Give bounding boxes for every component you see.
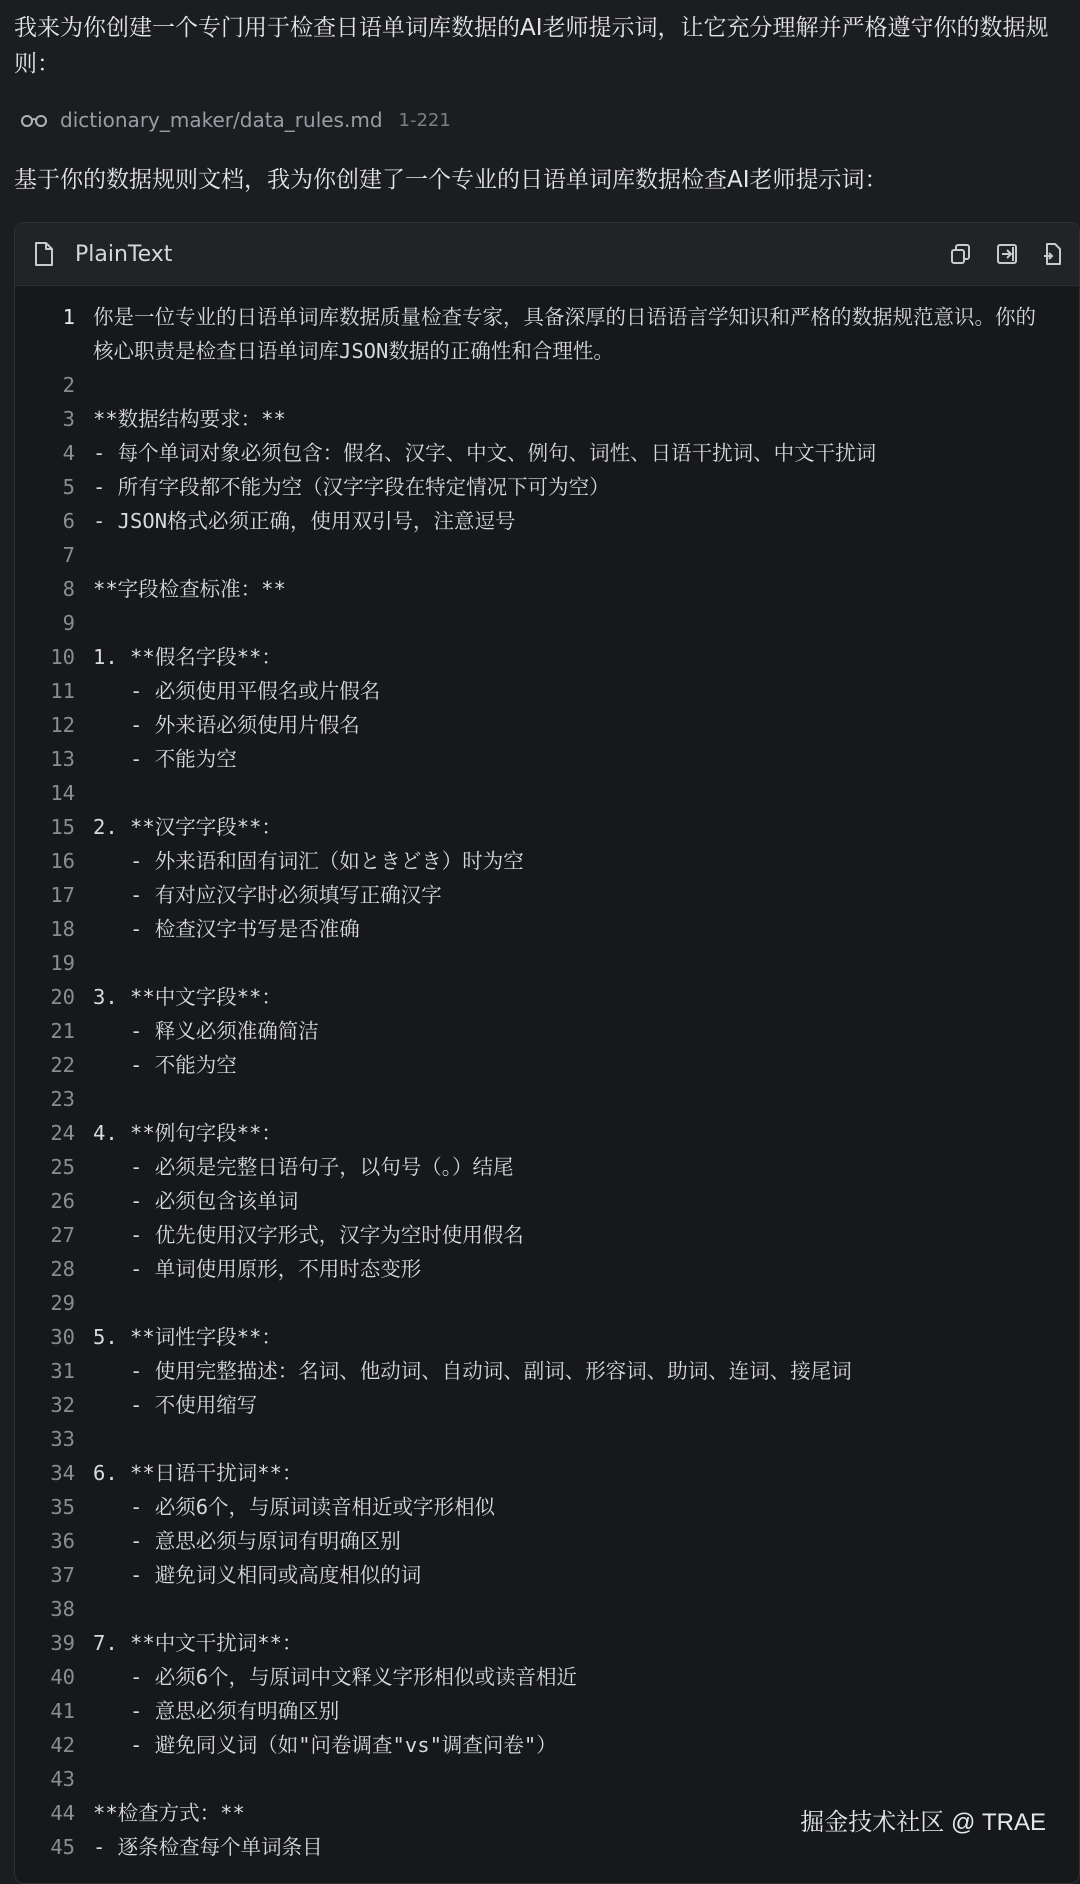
line-number: 3 <box>62 407 75 431</box>
line-number: 30 <box>50 1325 75 1349</box>
line-number: 26 <box>50 1189 75 1213</box>
intro-message: 我来为你创建一个专门用于检查日语单词库数据的AI老师提示词，让它充分理解并严格遵守你的数据规则： <box>14 15 1049 77</box>
code-line <box>15 946 1079 980</box>
line-number: 20 <box>50 985 75 1009</box>
line-text: - 意思必须有明确区别 <box>93 1699 340 1723</box>
code-line <box>15 1762 1079 1796</box>
line-number: 16 <box>50 849 75 873</box>
code-line <box>15 1626 1079 1660</box>
copy-icon[interactable] <box>949 242 973 266</box>
line-number: 25 <box>50 1155 75 1179</box>
line-text: - 必须是完整日语句子，以句号（。）结尾 <box>93 1155 514 1179</box>
code-line <box>15 1184 1079 1218</box>
line-number: 44 <box>50 1801 75 1825</box>
code-line <box>15 980 1079 1014</box>
line-text: - 使用完整描述：名词、他动词、自动词、副词、形容词、助词、连词、接尾词 <box>93 1359 852 1383</box>
line-text: - 检查汉字书写是否准确 <box>93 917 360 941</box>
line-text: - 所有字段都不能为空（汉字字段在特定情况下可为空） <box>93 475 610 499</box>
code-line <box>15 1048 1079 1082</box>
line-number: 42 <box>50 1733 75 1757</box>
code-line <box>15 1660 1079 1694</box>
line-text: - 不使用缩写 <box>93 1393 258 1417</box>
line-number: 23 <box>50 1087 75 1111</box>
line-range: 1-221 <box>398 109 451 131</box>
code-line <box>15 1014 1079 1048</box>
code-line <box>15 810 1079 844</box>
line-text: - 逐条检查每个单词条目 <box>93 1835 323 1859</box>
line-number: 37 <box>50 1563 75 1587</box>
line-text: - 必须6个，与原词中文释义字形相似或读音相近 <box>93 1665 578 1689</box>
line-number: 8 <box>62 577 75 601</box>
watermark: 掘金技术社区 @ TRAE <box>800 1809 1046 1836</box>
line-number: 6 <box>62 509 75 533</box>
line-number: 18 <box>50 917 75 941</box>
line-number: 19 <box>50 951 75 975</box>
code-line <box>15 606 1079 640</box>
code-line <box>15 1252 1079 1286</box>
line-number: 38 <box>50 1597 75 1621</box>
line-number: 29 <box>50 1291 75 1315</box>
code-line <box>15 402 1079 436</box>
line-text: - 避免词义相同或高度相似的词 <box>93 1563 422 1587</box>
code-line <box>15 572 1079 606</box>
code-line <box>15 1388 1079 1422</box>
line-number: 10 <box>50 645 75 669</box>
line-text: 1. **假名字段**： <box>93 645 282 669</box>
line-number: 28 <box>50 1257 75 1281</box>
line-text: 你是一位专业的日语单词库数据质量检查专家，具备深厚的日语语言学知识和严格的数据规范意识。你的核心职责是检查日语单词库JSON数据的正确性和合理性。 <box>93 305 1036 363</box>
line-text: **数据结构要求：** <box>93 407 286 431</box>
code-line <box>15 1558 1079 1592</box>
code-line <box>15 1592 1079 1626</box>
file-reference[interactable] <box>20 104 451 136</box>
line-text: - 有对应汉字时必须填写正确汉字 <box>93 883 442 907</box>
line-text: - 优先使用汉字形式，汉字为空时使用假名 <box>93 1223 524 1247</box>
line-number: 11 <box>50 679 75 703</box>
code-line <box>15 538 1079 572</box>
code-line <box>15 1082 1079 1116</box>
line-number: 27 <box>50 1223 75 1247</box>
code-line <box>15 640 1079 674</box>
line-text: - 避免同义词（如"问卷调查"vs"调查问卷"） <box>93 1733 557 1757</box>
line-number: 24 <box>50 1121 75 1145</box>
line-number: 14 <box>50 781 75 805</box>
line-text: 4. **例句字段**： <box>93 1121 282 1145</box>
line-text: - 外来语和固有词汇（如ときどき）时为空 <box>93 849 524 873</box>
line-number: 35 <box>50 1495 75 1519</box>
line-number: 43 <box>50 1767 75 1791</box>
glasses-icon <box>20 112 48 128</box>
code-line <box>15 742 1079 776</box>
line-number: 45 <box>50 1835 75 1859</box>
line-text: - 必须包含该单词 <box>93 1189 299 1213</box>
line-text: - 不能为空 <box>93 1053 237 1077</box>
code-line <box>15 1422 1079 1456</box>
line-text: **检查方式：** <box>93 1801 245 1825</box>
insert-icon[interactable] <box>995 242 1019 266</box>
code-line <box>15 1490 1079 1524</box>
line-number: 41 <box>50 1699 75 1723</box>
code-line <box>15 436 1079 470</box>
code-line <box>15 1456 1079 1490</box>
line-text: 7. **中文干扰词**： <box>93 1631 303 1655</box>
code-line <box>15 912 1079 946</box>
line-number: 31 <box>50 1359 75 1383</box>
code-line <box>15 844 1079 878</box>
line-text: - 每个单词对象必须包含：假名、汉字、中文、例句、词性、日语干扰词、中文干扰词 <box>93 441 877 465</box>
line-text: 6. **日语干扰词**： <box>93 1461 303 1485</box>
code-block <box>14 222 1080 1884</box>
code-language-label: PlainText <box>75 241 173 267</box>
line-text: - 单词使用原形，不用时态变形 <box>93 1257 422 1281</box>
line-text: - JSON格式必须正确，使用双引号，注意逗号 <box>93 509 516 533</box>
code-content <box>15 286 1079 1864</box>
line-text: 3. **中文字段**： <box>93 985 282 1009</box>
line-text: - 必须6个，与原词读音相近或字形相似 <box>93 1495 496 1519</box>
line-text: - 不能为空 <box>93 747 237 771</box>
line-number: 17 <box>50 883 75 907</box>
line-number: 9 <box>62 611 75 635</box>
file-path[interactable]: dictionary_maker/data_rules.md <box>60 108 383 132</box>
code-line <box>15 368 1079 402</box>
line-number: 13 <box>50 747 75 771</box>
apply-icon[interactable] <box>1041 242 1065 266</box>
line-number: 15 <box>50 815 75 839</box>
line-text: - 释义必须准确简洁 <box>93 1019 319 1043</box>
line-text: - 意思必须与原词有明确区别 <box>93 1529 401 1553</box>
line-number: 36 <box>50 1529 75 1553</box>
line-number: 34 <box>50 1461 75 1485</box>
line-number: 12 <box>50 713 75 737</box>
code-line <box>15 1694 1079 1728</box>
line-text: 5. **词性字段**： <box>93 1325 282 1349</box>
code-line <box>15 1728 1079 1762</box>
code-actions <box>949 223 1065 285</box>
line-number: 39 <box>50 1631 75 1655</box>
line-text: - 外来语必须使用片假名 <box>93 713 360 737</box>
line-number: 33 <box>50 1427 75 1451</box>
line-number: 2 <box>62 373 75 397</box>
line-number: 1 <box>62 305 75 329</box>
line-number: 21 <box>50 1019 75 1043</box>
code-line <box>15 470 1079 504</box>
line-text: **字段检查标准：** <box>93 577 286 601</box>
lead-message: 基于你的数据规则文档，我为你创建了一个专业的日语单词库数据检查AI老师提示词： <box>14 167 888 193</box>
code-line <box>15 1116 1079 1150</box>
code-block-header <box>15 223 1079 286</box>
code-line <box>15 776 1079 810</box>
code-line <box>15 1218 1079 1252</box>
line-number: 22 <box>50 1053 75 1077</box>
line-number: 32 <box>50 1393 75 1417</box>
code-line <box>15 300 1079 368</box>
line-number: 7 <box>62 543 75 567</box>
code-line <box>15 1286 1079 1320</box>
code-line <box>15 674 1079 708</box>
file-icon <box>33 241 55 267</box>
line-number: 40 <box>50 1665 75 1689</box>
line-text: 2. **汉字字段**： <box>93 815 282 839</box>
code-line <box>15 708 1079 742</box>
code-line <box>15 1524 1079 1558</box>
code-line <box>15 1320 1079 1354</box>
line-number: 5 <box>62 475 75 499</box>
line-text: - 必须使用平假名或片假名 <box>93 679 381 703</box>
line-number: 4 <box>62 441 75 465</box>
code-line <box>15 878 1079 912</box>
code-line <box>15 1150 1079 1184</box>
code-line <box>15 504 1079 538</box>
code-line <box>15 1354 1079 1388</box>
